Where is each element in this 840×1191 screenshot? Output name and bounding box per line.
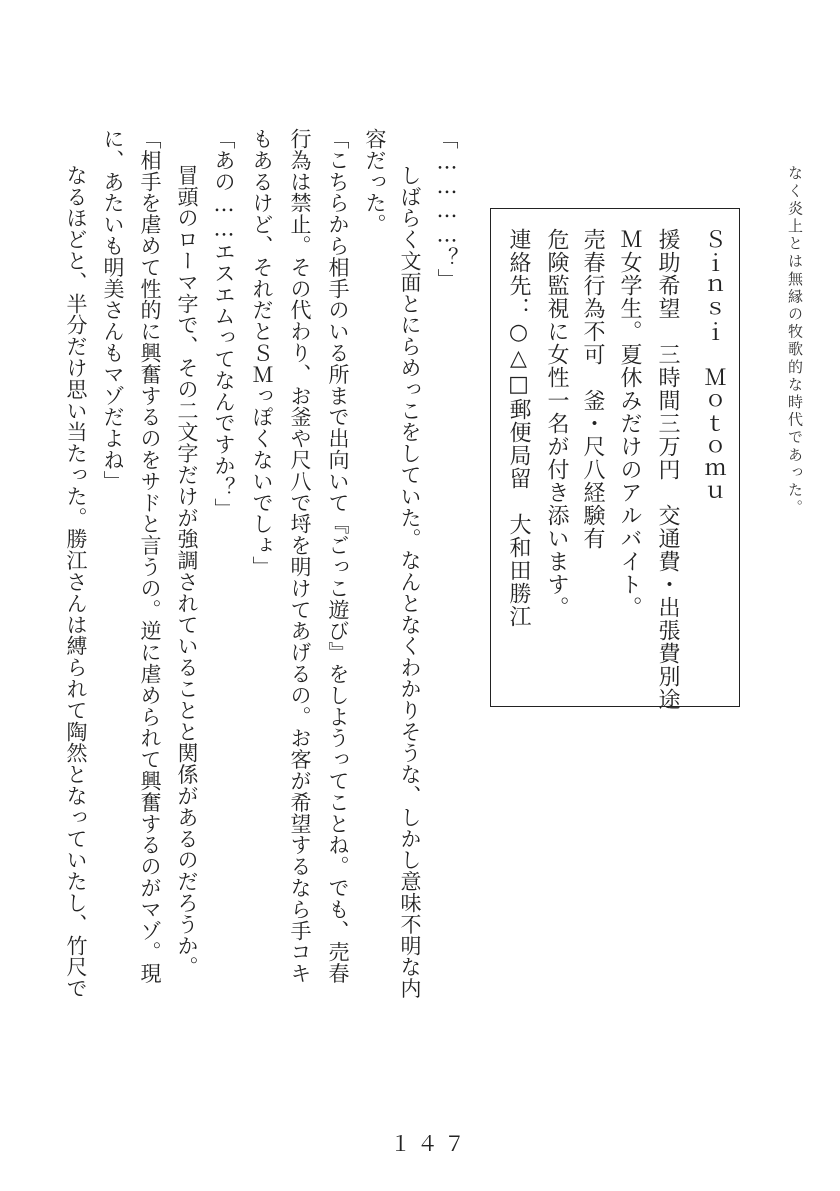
ad-line: 危険監視に女性一名が付き添います。 bbox=[544, 228, 569, 619]
body-line: もあるけど、それだとＳＭっぽくないでしょ」 bbox=[250, 128, 274, 578]
body-line: 冒頭のローマ字で、その二文字だけが強調されていることと関係があるのだろうか。 bbox=[175, 143, 199, 978]
running-header: なく炎上とは無縁の牧歌的な時代であった。 bbox=[786, 165, 804, 517]
ad-line: Ｍ女学生。夏休みだけのアルバイト。 bbox=[617, 228, 642, 619]
page-number: １４７ bbox=[390, 1132, 471, 1156]
body-line: なるほどと、半分だけ思い当たった。勝江さんは縛られて陶然となっていたし、竹尺で bbox=[64, 143, 88, 999]
body-line: に、あたいも明美さんもマゾだよね」 bbox=[101, 128, 125, 492]
body-line: 「あの……エスエムってなんですか？」 bbox=[212, 128, 236, 520]
body-line: 「…………？」 bbox=[435, 128, 459, 290]
ad-line: 連絡先：○△□郵便局留 大和田勝江 bbox=[506, 228, 531, 628]
body-line: 行為は禁止。その代わり、お釜や尺八で埒を明けてあげるの。お客が希望するなら手コキ bbox=[288, 128, 312, 984]
ad-line-name: Ｓｉｎｓｉ Ｍｏｔｏｍｕ bbox=[701, 228, 726, 504]
body-line: 容だった。 bbox=[363, 128, 387, 235]
ad-line: 援助希望 三時間三万円 交通費・出張費別途 bbox=[655, 228, 680, 711]
body-line: しばらく文面とにらめっこをしていた。なんとなくわかりそうな、しかし意味不明な内 bbox=[398, 143, 422, 999]
body-line: 「こちらから相手のいる所まで出向いて『ごっこ遊び』をしようってことね。でも、売春 bbox=[326, 128, 350, 984]
body-line: 「相手を虐めて性的に興奮するのをサドと言うの。逆に虐められて興奮するのがマゾ。現 bbox=[138, 128, 162, 984]
ad-line: 売春行為不可 釜・尺八経験有 bbox=[580, 228, 605, 550]
